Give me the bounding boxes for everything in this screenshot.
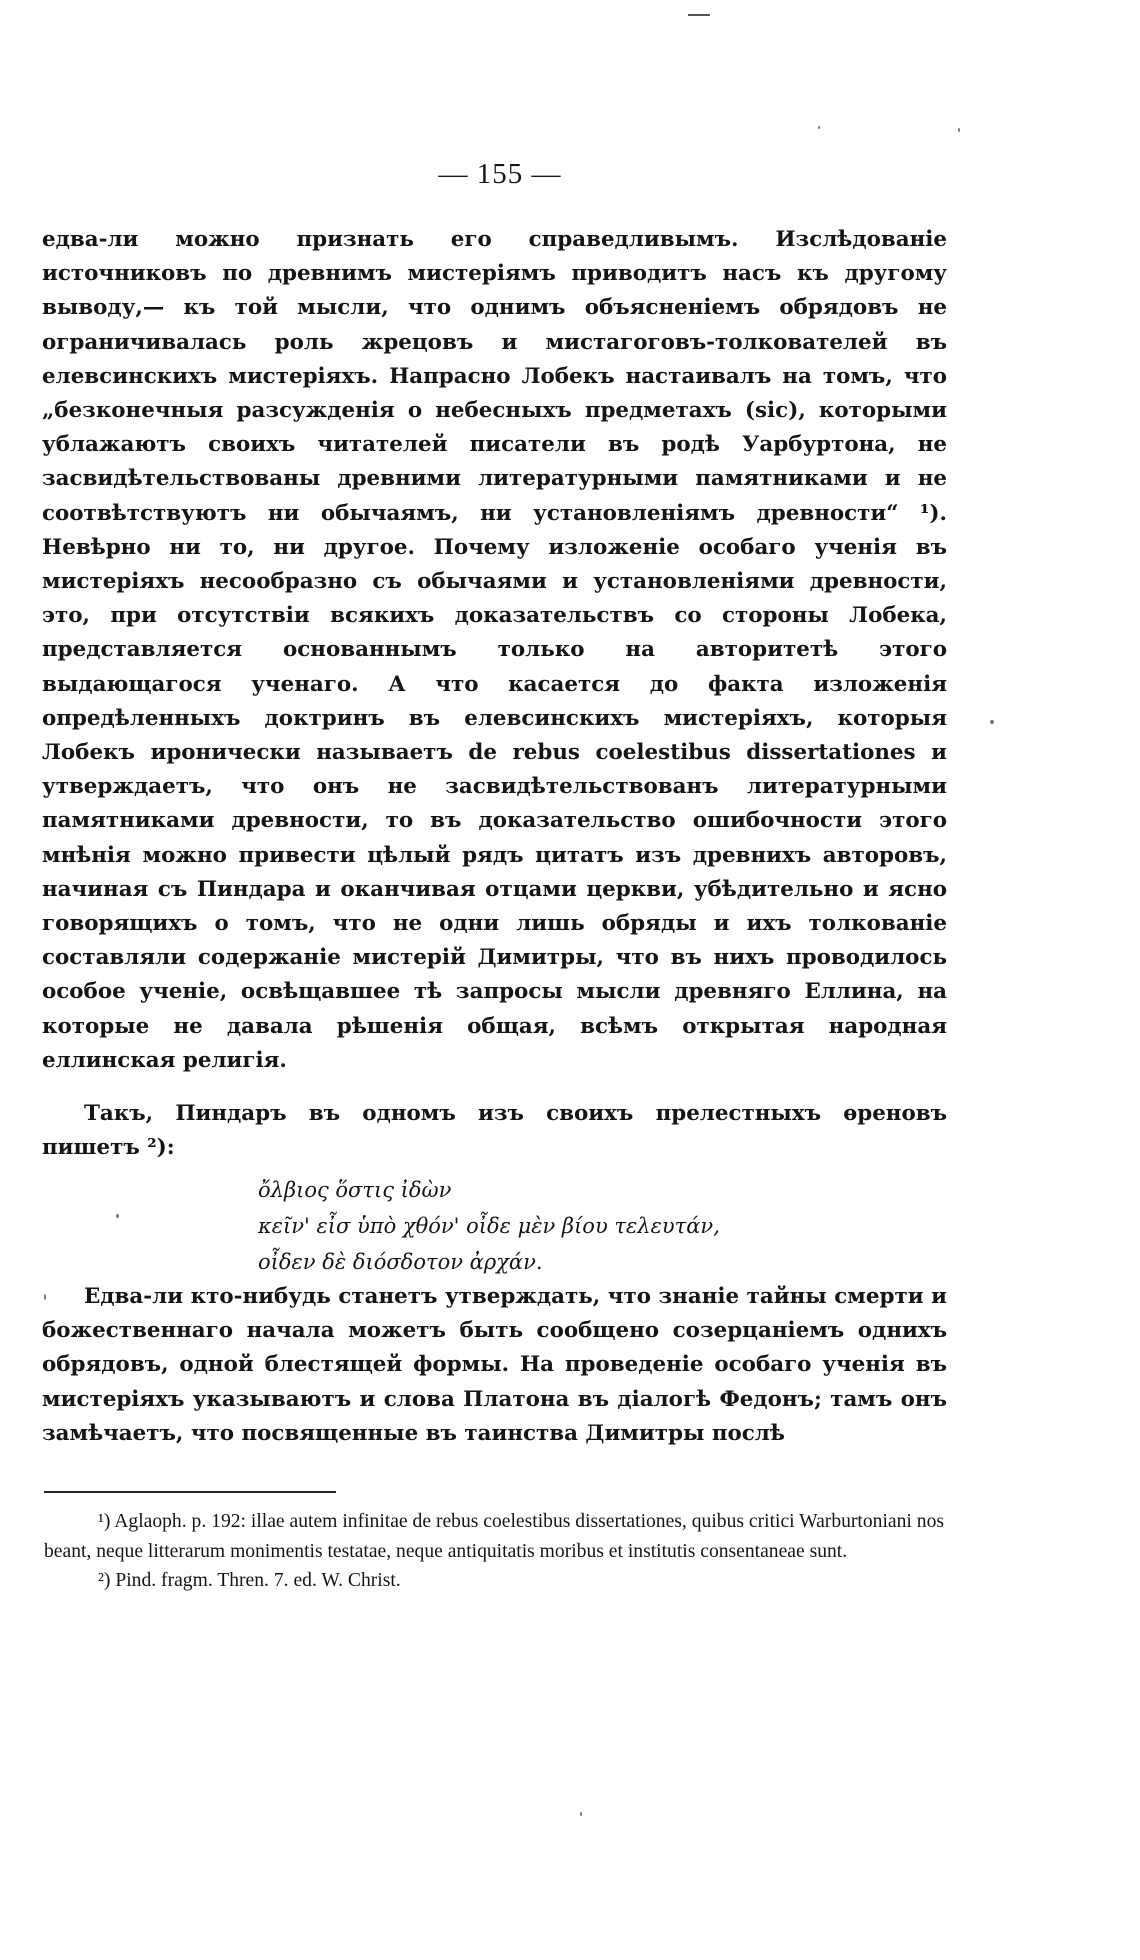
scan-speck [818,126,820,129]
page-number: — 155 — [438,158,562,190]
greek-verse-quote [258,1172,898,1280]
footnote-text: Pind. fragm. Thren. 7. ed. W. Christ. [115,1570,401,1591]
top-margin-mark [688,14,710,16]
main-paragraph-3: Едва-ли кто-нибудь станетъ утверждать, что знаніе тайны смерти и божественнаго начала можетъ быть сообщено созерцаніемъ однихъ обрядовъ, одной блестящей формы. На проведеніе особаго ученія въ мистеріяхъ указываютъ и слова Платона въ діалогѣ Федонъ; тамъ онъ замѣчаетъ, что посвященные въ таинства Димитры послѣ [42,1284,947,1446]
verse-line: ὄλβιος ὅστις ἰδὼν [258,1178,452,1202]
scan-speck [990,720,994,724]
main-paragraph-1: едва-ли можно признать его справедливымъ. Изслѣдованіе источниковъ по древнимъ мистеріямъ приводитъ насъ къ другому выводу,— къ той мысли, что однимъ объясненіемъ обрядовъ не ограничивалась роль жрецовъ и мистагоговъ-толкователей въ елевсинскихъ мистеріяхъ. Напрасно Лобекъ настаивалъ на томъ, что „безконечныя разсужденія о небесныхъ предметахъ (sic), которыми ублажаютъ своихъ читателей писатели въ родѣ Уарбуртона, не засвидѣтельствованы древними литературными памятниками и не соотвѣтствуютъ ни обычаямъ, ни установленіямъ древности“ ¹). Невѣрно ни то, ни другое. Почему изложеніе особаго ученія въ мистеріяхъ несообразно съ обычаями и установленіями древности, это, при отсутствіи всякихъ доказательствъ со стороны Лобека, представляется основаннымъ только на авторитетѣ этого выдающагося ученаго. А что касается до факта изложенія опредѣленныхъ доктринъ въ елевсинскихъ мистеріяхъ, которыя Лобекъ иронически называетъ de rebus coelestibus dissertationes и утверждаетъ, что онъ не засвидѣтельствованъ литературными памятниками древности, то въ доказательство ошибочности этого мнѣнія можно привести цѣлый рядъ цитатъ изъ древнихъ авторовъ, начиная съ Пиндара и оканчивая отцами церкви, убѣдительно и ясно говорящихъ о томъ, что не одни лишь обряды и ихъ толкованіе составляли содержаніе мистерій Димитры, что въ нихъ проводилось особое ученіе, освѣщавшее тѣ запросы мысли древняго Еллина, на которые не давала рѣшенія общая, всѣмъ открытая народная еллинская религія. [42,227,947,1073]
footnote-2 [44,1566,944,1596]
scan-speck [44,1294,46,1300]
scan-speck [580,1812,582,1816]
scan-speck [116,1214,119,1218]
main-paragraph-2: Такъ, Пиндаръ въ одномъ изъ своихъ прелестныхъ ѳреновъ пишетъ ²): [42,1101,947,1161]
verse-line: οἶδεν δὲ διόσδοτον ἀρχάν. [258,1250,543,1274]
footnotes [44,1507,944,1596]
footnote-text: Aglaoph. p. 192: illae autem infinitae de rebus coelestibus dissertationes, quibus critici Warburtoniani nos beant, neque litterarum monimentis testatae, neque antiquitatis moribus et institutis consentaneae sunt. [44,1511,944,1562]
footnote-1 [44,1507,944,1566]
footnote-separator [44,1491,336,1493]
footnote-marker: ²) [98,1570,111,1591]
scan-speck [958,128,960,132]
footnote-marker: ¹) [98,1511,111,1532]
verse-line: κεῖν' εἶσ ὑπὸ χθόν' οἶδε μὲν βίου τελευτάν, [258,1214,720,1238]
